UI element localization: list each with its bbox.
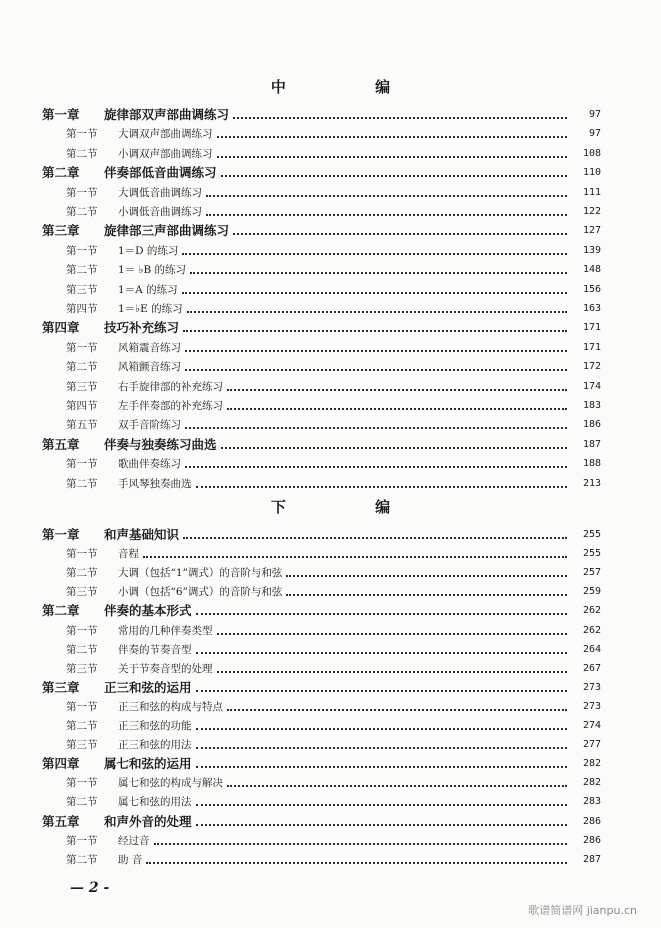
entry-label: 第三节 xyxy=(66,283,98,296)
entry-title: 正三和弦的构成与特点 xyxy=(118,700,223,713)
dot-leader xyxy=(185,368,567,371)
entry-label: 第一节 xyxy=(66,458,98,471)
dot-leader xyxy=(196,689,567,692)
entry-label: 第四节 xyxy=(66,303,98,315)
toc-section-row xyxy=(66,261,601,279)
entry-title: 技巧补充练习 xyxy=(104,320,180,336)
entry-label: 第一节 xyxy=(66,244,98,257)
dot-leader xyxy=(227,708,567,711)
entry-label: 第一节 xyxy=(66,186,98,199)
entry-label: 第一章 xyxy=(42,107,80,122)
entry-label: 第一节 xyxy=(66,548,98,561)
entry-label: 第二章 xyxy=(42,603,80,619)
entry-label: 第四章 xyxy=(42,756,80,772)
dot-leader xyxy=(221,446,567,449)
entry-label: 第二节 xyxy=(66,567,98,580)
entry-page: 139 xyxy=(582,244,601,256)
dot-leader xyxy=(196,823,567,826)
entry-label: 第二节 xyxy=(66,796,98,809)
toc-section-row xyxy=(66,717,601,735)
entry-title: 正三和弦的功能 xyxy=(118,720,192,732)
toc-chapter-row xyxy=(42,813,601,831)
entry-page: 273 xyxy=(582,681,601,693)
entry-title: 1＝ ♭B 的练习 xyxy=(118,264,187,277)
entry-page: 277 xyxy=(582,739,601,751)
dot-leader xyxy=(196,651,568,654)
toc-chapter-row xyxy=(42,319,601,337)
toc-section-row xyxy=(66,184,601,202)
dot-leader xyxy=(233,232,567,235)
dot-leader xyxy=(217,155,568,158)
entry-page: 259 xyxy=(582,586,601,598)
entry-label: 第三节 xyxy=(66,739,98,752)
entry-label: 第二章 xyxy=(42,165,80,181)
dot-leader xyxy=(190,271,567,274)
toc-section-row xyxy=(66,242,601,260)
entry-page: 122 xyxy=(582,206,601,217)
dot-leader xyxy=(286,574,567,577)
entry-title: 助 音 xyxy=(118,853,143,866)
entry-title: 小调双声部曲调练习 xyxy=(118,147,213,160)
lower-part-title: 下 编 xyxy=(270,498,433,516)
toc-section-row xyxy=(66,145,601,163)
entry-page: 186 xyxy=(582,419,601,431)
entry-title: 大调（包括“1”调式）的音阶与和弦 xyxy=(118,567,283,580)
dot-leader xyxy=(227,407,567,410)
entry-title: 伴奏部低音曲调练习 xyxy=(104,165,217,181)
toc-section-row xyxy=(66,832,601,850)
toc-section-row xyxy=(66,564,601,582)
entry-title: 1＝♭E 的练习 xyxy=(118,303,183,315)
entry-page: 264 xyxy=(582,643,601,655)
entry-title: 风箱震音练习 xyxy=(118,341,181,354)
entry-page: 127 xyxy=(582,225,601,237)
entry-page: 188 xyxy=(582,458,601,470)
toc-section-row xyxy=(66,455,601,473)
watermark-text: 歌谱简谱网 jianpu.cn xyxy=(528,904,637,917)
entry-label: 第一节 xyxy=(66,777,98,790)
entry-label: 第四节 xyxy=(66,400,98,412)
entry-title: 大调双声部曲调练习 xyxy=(118,128,213,141)
dot-leader xyxy=(196,612,567,615)
entry-title: 右手旋律部的补充练习 xyxy=(118,380,223,393)
toc-chapter-row xyxy=(42,164,601,182)
entry-label: 第三节 xyxy=(66,586,98,599)
entry-page: 283 xyxy=(582,796,601,808)
dot-leader xyxy=(196,727,568,730)
entry-label: 第一节 xyxy=(66,128,98,141)
entry-label: 第一节 xyxy=(66,341,98,354)
page-number: — 2 - xyxy=(70,880,110,896)
toc-section-row xyxy=(66,774,601,792)
toc-section-row xyxy=(66,622,601,640)
entry-page: 183 xyxy=(582,400,601,411)
entry-title: 正三和弦的运用 xyxy=(104,679,192,695)
entry-title: 属七和弦的运用 xyxy=(104,756,192,772)
toc-chapter-row xyxy=(42,602,601,620)
entry-label: 第二节 xyxy=(66,853,98,866)
dot-leader xyxy=(154,842,568,845)
toc-section-row xyxy=(66,793,601,811)
entry-page: 287 xyxy=(582,853,601,865)
dot-leader xyxy=(182,252,567,255)
entry-page: 156 xyxy=(582,283,601,295)
dot-leader xyxy=(185,426,567,429)
toc-chapter-row xyxy=(42,526,601,544)
entry-title: 伴奏的基本形式 xyxy=(104,603,192,619)
dot-leader xyxy=(196,485,568,488)
toc-chapter-row xyxy=(42,222,601,240)
toc-section-row xyxy=(66,339,601,357)
toc-section-row xyxy=(66,851,601,869)
entry-title: 旋律部三声部曲调练习 xyxy=(104,223,230,239)
entry-page: 262 xyxy=(582,624,601,636)
entry-page: 174 xyxy=(582,380,601,392)
entry-title: 大调低音曲调练习 xyxy=(118,186,202,199)
dot-leader xyxy=(286,593,567,596)
entry-page: 97 xyxy=(588,128,601,140)
entry-label: 第五章 xyxy=(42,436,80,452)
entry-page: 110 xyxy=(582,167,601,179)
entry-title: 旋律部双声部曲调练习 xyxy=(104,107,230,122)
dot-leader xyxy=(217,632,568,635)
entry-label: 第三节 xyxy=(66,662,98,675)
dot-leader xyxy=(206,213,567,216)
toc-section-row xyxy=(66,641,601,659)
toc-chapter-row xyxy=(42,679,601,697)
dot-leader xyxy=(185,349,567,352)
entry-title: 和声基础知识 xyxy=(104,527,180,542)
entry-page: 97 xyxy=(588,109,601,120)
entry-title: 正三和弦的用法 xyxy=(118,739,192,752)
toc-section-row xyxy=(66,397,601,415)
dot-leader xyxy=(146,861,567,864)
entry-page: 213 xyxy=(582,477,601,489)
entry-label: 第五节 xyxy=(66,419,98,432)
toc-section-row xyxy=(66,545,601,563)
toc-section-row xyxy=(66,203,601,221)
entry-label: 第一章 xyxy=(42,527,80,542)
toc-section-row xyxy=(66,300,601,318)
entry-page: 282 xyxy=(582,777,601,789)
toc-chapter-row xyxy=(42,755,601,773)
entry-page: 255 xyxy=(582,548,601,560)
entry-page: 255 xyxy=(582,529,601,540)
entry-page: 172 xyxy=(582,361,601,373)
dot-leader xyxy=(143,555,567,558)
entry-label: 第三章 xyxy=(42,679,80,695)
entry-page: 171 xyxy=(582,341,601,353)
dot-leader xyxy=(196,746,568,749)
entry-label: 第二节 xyxy=(66,147,98,160)
entry-page: 111 xyxy=(582,186,601,198)
dot-leader xyxy=(206,194,567,197)
entry-page: 171 xyxy=(582,322,601,334)
entry-label: 第五章 xyxy=(42,813,80,829)
entry-label: 第二节 xyxy=(66,720,98,732)
dot-leader xyxy=(227,784,567,787)
toc-section-row xyxy=(66,660,601,678)
toc-section-row xyxy=(66,281,601,299)
entry-title: 1＝D 的练习 xyxy=(118,244,179,257)
entry-title: 属七和弦的构成与解决 xyxy=(118,777,223,790)
toc-chapter-row xyxy=(42,436,601,454)
toc-section-row xyxy=(66,358,601,376)
toc-section-row xyxy=(66,698,601,716)
dot-leader xyxy=(217,670,568,673)
entry-label: 第二节 xyxy=(66,643,98,656)
toc-section-row xyxy=(66,378,601,396)
middle-part-title: 中 编 xyxy=(270,78,433,96)
entry-title: 经过音 xyxy=(118,834,150,847)
dot-leader xyxy=(221,174,567,177)
entry-page: 262 xyxy=(582,605,601,617)
toc-section-row xyxy=(66,475,601,493)
entry-title: 常用的几种伴奏类型 xyxy=(118,624,213,637)
entry-page: 257 xyxy=(582,567,601,579)
entry-label: 第一节 xyxy=(66,624,98,637)
dot-leader xyxy=(182,291,567,294)
dot-leader xyxy=(233,116,567,119)
entry-label: 第二节 xyxy=(66,206,98,218)
toc-chapter-row xyxy=(42,106,601,124)
entry-title: 1＝A 的练习 xyxy=(118,283,178,296)
dot-leader xyxy=(217,135,568,138)
entry-page: 163 xyxy=(582,303,601,314)
entry-title: 小调低音曲调练习 xyxy=(118,206,202,218)
toc-section-row xyxy=(66,125,601,143)
entry-page: 108 xyxy=(582,147,601,159)
entry-title: 歌曲伴奏练习 xyxy=(118,458,181,471)
toc-section-row xyxy=(66,583,601,601)
entry-title: 左手伴奏部的补充练习 xyxy=(118,400,223,412)
entry-label: 第三章 xyxy=(42,223,80,239)
entry-label: 第一节 xyxy=(66,700,98,713)
entry-title: 伴奏与独奏练习曲选 xyxy=(104,436,217,452)
entry-page: 282 xyxy=(582,758,601,770)
entry-title: 关于节奏音型的处理 xyxy=(118,662,213,675)
entry-label: 第三节 xyxy=(66,380,98,393)
entry-title: 小调（包括“6”调式）的音阶与和弦 xyxy=(118,586,283,599)
entry-page: 148 xyxy=(582,264,601,276)
toc-section-row xyxy=(66,416,601,434)
entry-page: 286 xyxy=(582,834,601,846)
dot-leader xyxy=(185,465,567,468)
dot-leader xyxy=(187,310,567,313)
entry-title: 伴奏的节奏音型 xyxy=(118,643,192,656)
entry-page: 187 xyxy=(582,438,601,450)
entry-page: 286 xyxy=(582,815,601,827)
dot-leader xyxy=(227,388,567,391)
entry-page: 273 xyxy=(582,700,601,712)
entry-title: 风箱颤音练习 xyxy=(118,361,181,374)
entry-label: 第二节 xyxy=(66,264,98,277)
toc-section-row xyxy=(66,736,601,754)
entry-title: 音程 xyxy=(118,548,139,561)
dot-leader xyxy=(183,536,567,539)
entry-title: 和声外音的处理 xyxy=(104,813,192,829)
entry-label: 第一节 xyxy=(66,834,98,847)
entry-label: 第四章 xyxy=(42,320,80,336)
dot-leader xyxy=(196,765,567,768)
entry-title: 手风琴独奏曲选 xyxy=(118,477,192,490)
entry-page: 267 xyxy=(582,662,601,674)
entry-label: 第二节 xyxy=(66,477,98,490)
entry-title: 属七和弦的用法 xyxy=(118,796,192,809)
dot-leader xyxy=(196,803,568,806)
entry-page: 274 xyxy=(582,720,601,731)
dot-leader xyxy=(183,329,567,332)
entry-title: 双手音阶练习 xyxy=(118,419,181,432)
entry-label: 第二节 xyxy=(66,361,98,374)
